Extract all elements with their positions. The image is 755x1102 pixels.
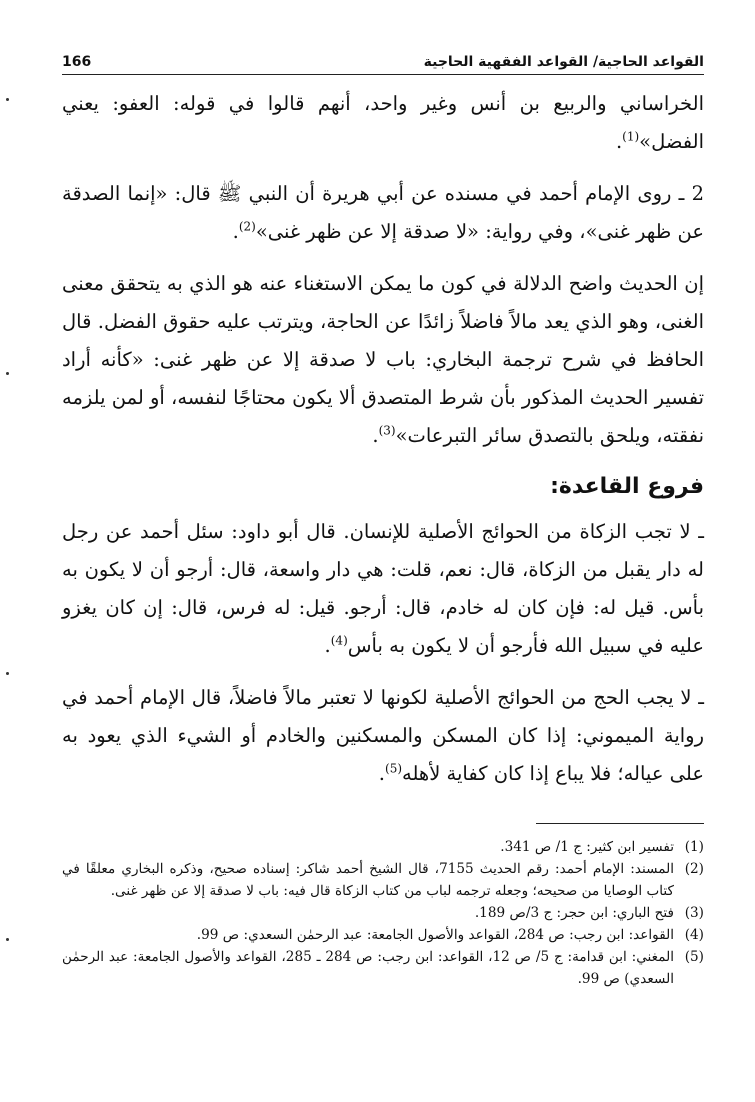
footnote-text: المغني: ابن قدامة: ج 5/ ص 12، القواعد: ابن رجب: ص 284 ـ 285، القواعد والأصول الجامعة: عبد الرحمٰن السعدي) ص 99. xyxy=(62,949,674,987)
scan-edge-mark xyxy=(6,672,9,675)
footnote-5 xyxy=(62,946,704,990)
footnote-text: القواعد: ابن رجب: ص 284، القواعد والأصول الجامعة: عبد الرحمٰن السعدي: ص 99. xyxy=(196,927,674,943)
footnote-4 xyxy=(62,924,704,946)
scan-edge-mark xyxy=(6,98,9,101)
footnote-ref-5[interactable]: (5) xyxy=(385,761,403,776)
footnote-1 xyxy=(62,836,704,858)
footnote-text: فتح الباري: ابن حجر: ج 3/ص 189. xyxy=(474,905,674,921)
footnote-number: (2) xyxy=(684,861,704,877)
main-text xyxy=(62,85,704,793)
paragraph-4: ـ لا تجب الزكاة من الحوائج الأصلية للإنسان. قال أبو داود: سئل أحمد عن رجل له دار يقبل من الزكاة، قال: نعم، قلت: هي دار واسعة، قال: أرجو أن لا يكون به بأس. قيل له: فإن كان له خادم، قال: أرجو. قيل: له فرس، قال: إن كان يغزو عليه في سبيل الله فأرجو أن لا يكون به بأس$^{(4)}$. xyxy=(62,520,704,657)
footnote-number: (5) xyxy=(684,949,704,965)
book-page xyxy=(62,48,704,1088)
footnote-ref-1[interactable]: (1) xyxy=(622,129,640,144)
paragraph-3: إن الحديث واضح الدلالة في كون ما يمكن الاستغناء عنه هو الذي به يتحقق معنى الغنى، وهو الذي يعد مالاً فاضلاً زائدًا عن الحاجة، ويترتب عليه حقوق الفضل. قال الحافظ في شرح ترجمة البخاري: باب لا صدقة إلا عن ظهر غنى: «كأنه أراد تفسير الحديث المذكور بأن شرط المتصدق ألا يكون محتاجًا لنفسه، أو لمن يلزمه نفقته، ويلحق بالتصدق سائر التبرعات»$^{(3)}$. xyxy=(62,272,704,447)
section-heading: فروع القاعدة: xyxy=(550,474,704,499)
paragraph-1: الخراساني والربيع بن أنس وغير واحد، أنهم قالوا في قوله: العفو: يعني الفضل»$^{(1)}$. xyxy=(62,92,704,153)
footnote-ref-4[interactable]: (4) xyxy=(330,633,348,648)
scan-edge-mark xyxy=(6,938,9,941)
header-title: القواعد الحاجية/ القواعد الفقهية الحاجية xyxy=(423,54,704,70)
footnotes xyxy=(62,836,704,990)
paragraph-5: ـ لا يجب الحج من الحوائج الأصلية لكونها لا تعتبر مالاً فاضلاً، قال الإمام أحمد في رواية الميموني: إذا كان المسكن والمسكنين والخادم أو الشيء الذي يعود به على عياله؛ فلا يباع إذا كان كفاية لأهله$^{(5)}$. xyxy=(62,686,704,785)
page-number: 166 xyxy=(62,54,92,70)
footnote-divider xyxy=(536,823,704,824)
footnote-number: (1) xyxy=(684,839,704,855)
footnote-3 xyxy=(62,902,704,924)
footnote-number: (4) xyxy=(684,927,704,943)
footnote-ref-3[interactable]: (3) xyxy=(378,423,396,438)
footnote-text: المسند: الإمام أحمد: رقم الحديث 7155، قال الشيخ أحمد شاكر: إسناده صحيح، وذكره البخاري معلقًا في كتاب الوصايا من صحيحه؛ وجعله ترجمه لباب من كتاب الزكاة قال فيه: باب لا صدقة إلا عن ظهر غنى. xyxy=(62,861,674,899)
footnote-ref-2[interactable]: (2) xyxy=(238,219,256,234)
paragraph-2: 2 ـ روى الإمام أحمد في مسنده عن أبي هريرة أن النبي ﷺ قال: «إنما الصدقة عن ظهر غنى»، وفي رواية: «لا صدقة إلا عن ظهر غنى»$^{(2)}$. xyxy=(62,182,704,243)
footnote-text: تفسير ابن كثير: ج 1/ ص 341. xyxy=(500,839,674,855)
footnote-number: (3) xyxy=(684,905,704,921)
running-header xyxy=(62,48,704,75)
footnote-2 xyxy=(62,858,704,902)
scan-edge-mark xyxy=(6,372,9,375)
